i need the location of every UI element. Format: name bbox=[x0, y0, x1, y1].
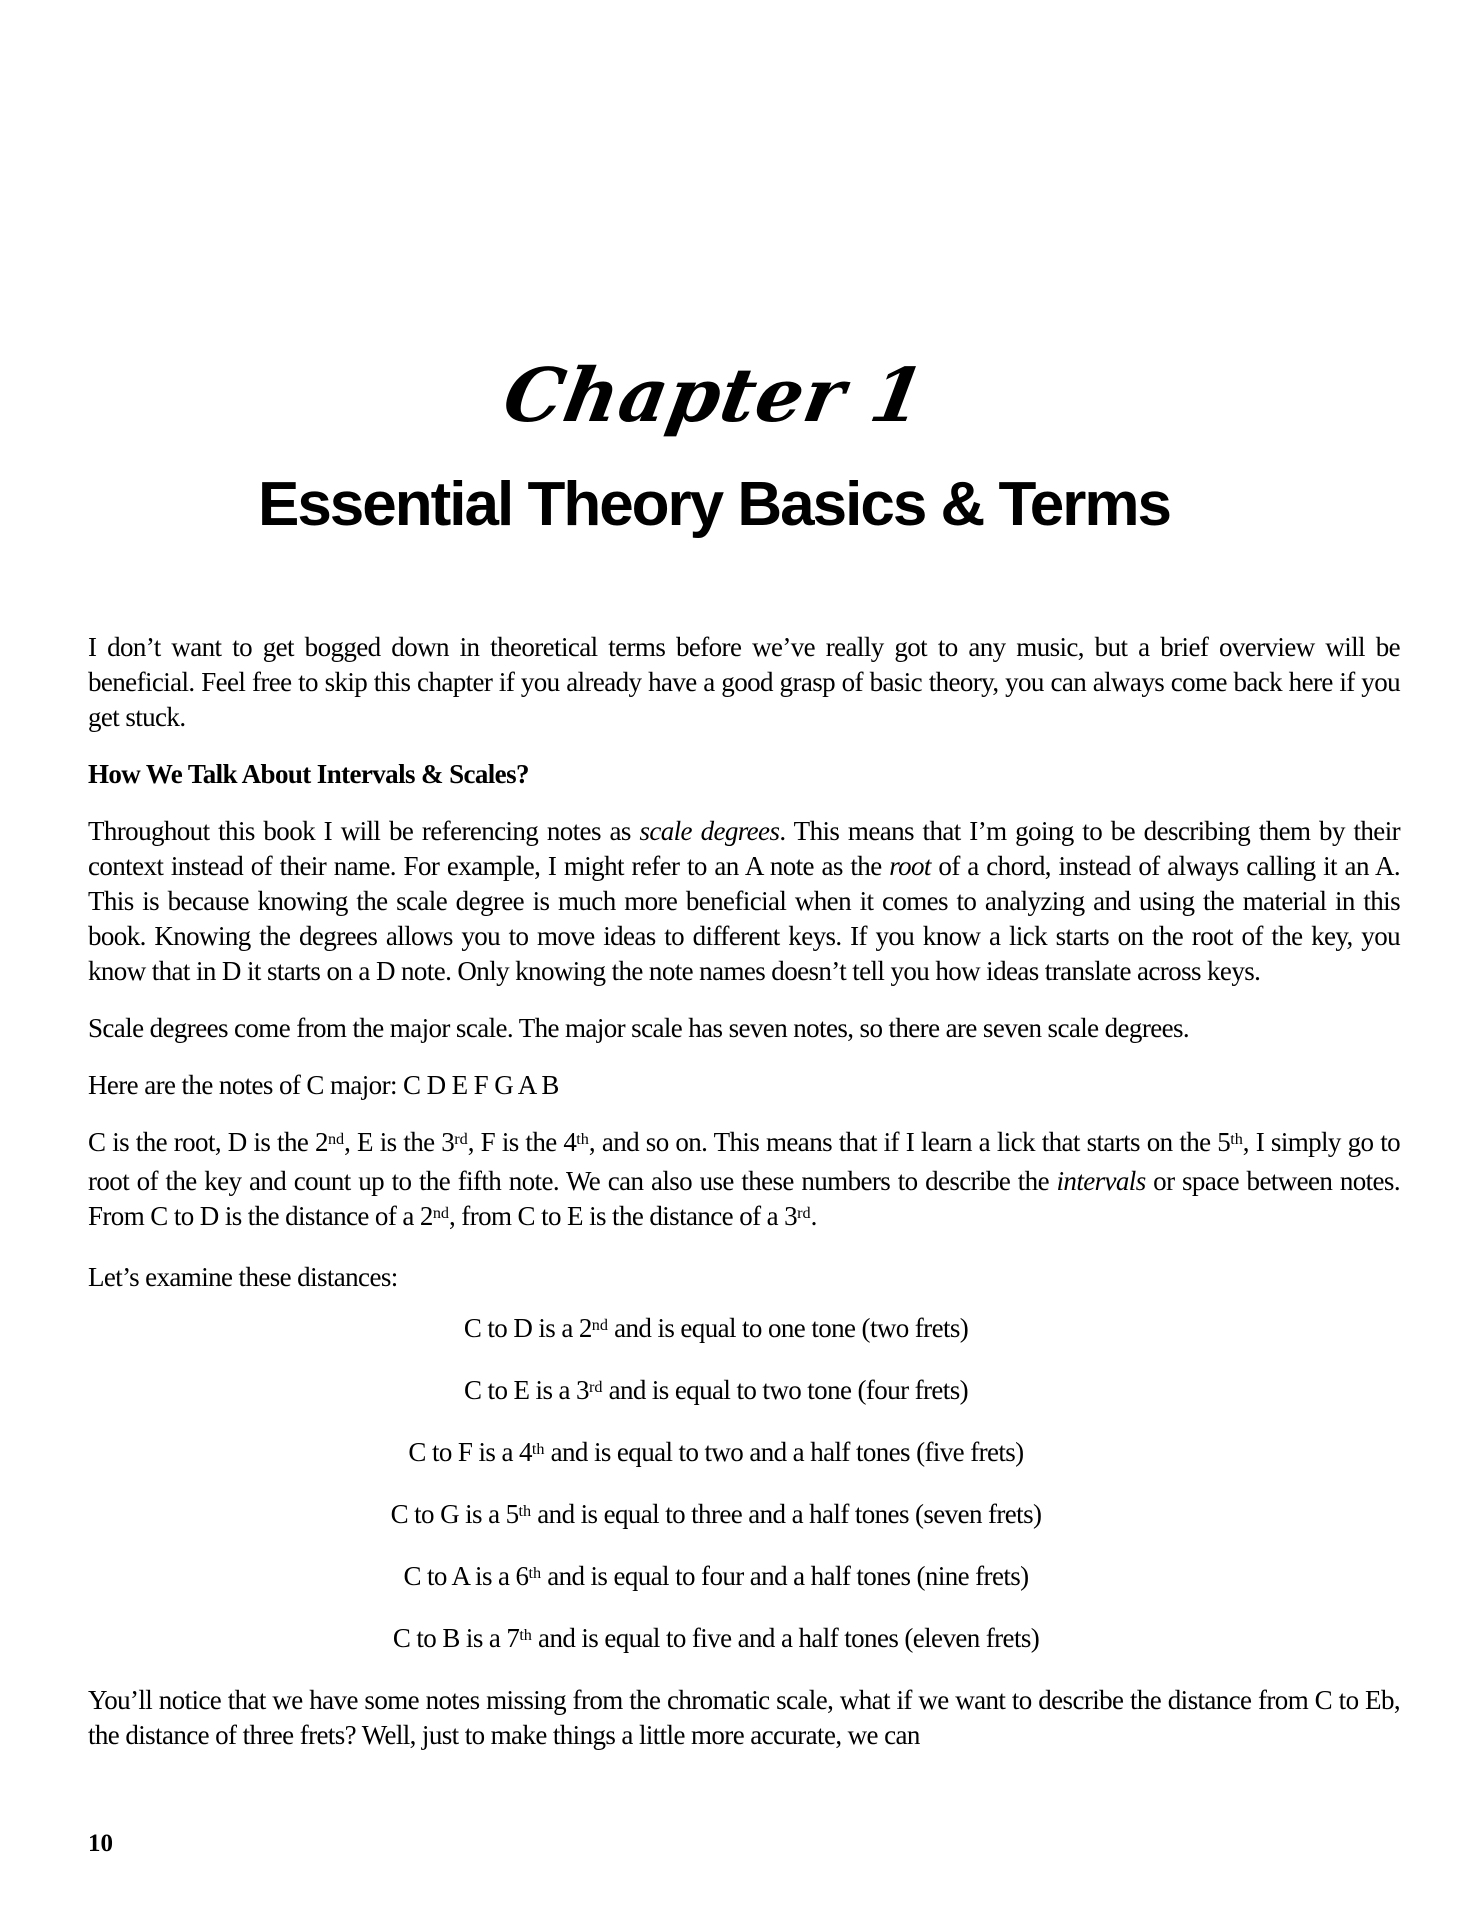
interval-line-2nd: C to D is a 2nd and is equal to one tone (two frets) bbox=[463, 1313, 969, 1343]
page-number: 10 bbox=[88, 1830, 113, 1857]
interval-line-4th: C to F is a 4th and is equal to two and a half tones (five frets) bbox=[408, 1437, 1024, 1467]
interval-line-3rd: C to E is a 3rd and is equal to two tone (four frets) bbox=[463, 1375, 969, 1405]
c-major-notes-line: Here are the notes of C major: C D E F G A B bbox=[88, 1070, 559, 1100]
body-text-column bbox=[88, 630, 1400, 1753]
chapter-title: Essential Theory Basics & Terms bbox=[257, 470, 1171, 539]
interval-line-5th: C to G is a 5th and is equal to three and a half tones (seven frets) bbox=[390, 1499, 1042, 1529]
distances-intro-line: Let’s examine these distances: bbox=[88, 1262, 398, 1292]
section-heading: How We Talk About Intervals & Scales? bbox=[88, 759, 529, 789]
interval-line-6th: C to A is a 6th and is equal to four and a half tones (nine frets) bbox=[403, 1561, 1029, 1591]
intro-paragraph: I don’t want to get bogged down in theoretical terms before we’ve really got to any music, but a brief overview will be beneficial. Feel free to skip this chapter if you already have a good grasp of basic theory, you can always come back here if you get stuck. bbox=[88, 632, 1400, 732]
interval-line-7th: C to B is a 7th and is equal to five and a half tones (eleven frets) bbox=[392, 1623, 1040, 1653]
scale-degrees-paragraph: Throughout this book I will be referencing notes as scale degrees. This means that I’m going to be describing them by their context instead of their name. For example, I might refer to an A note as the root of a chord, instead of always calling it an A. This is because knowing the scale degree is much more beneficial when it comes to analyzing and using the material in this book. Knowing the degrees allows you to move ideas to different keys. If you know a lick starts on the root of the key, you know that in D it starts on a D note. Only knowing the note names doesn’t tell you how ideas translate across keys. bbox=[88, 816, 1401, 986]
chapter-number-script-text: Chapter 1 bbox=[497, 353, 932, 439]
chapter-number-heading bbox=[0, 350, 1428, 443]
closing-paragraph: You’ll notice that we have some notes missing from the chromatic scale, what if we want to describe the distance from C to Eb, the distance of three frets? Well, just to make things a little more accurate, we can bbox=[88, 1685, 1400, 1750]
major-scale-line: Scale degrees come from the major scale. The major scale has seven notes, so there are seven scale degrees. bbox=[88, 1013, 1190, 1043]
root-and-intervals-paragraph: C is the root, D is the 2nd, E is the 3rd, F is the 4th, and so on. This means that if I learn a lick that starts on the 5th, I simply go to root of the key and count up to the fifth note. We can also use these numbers to describe the intervals or space between notes. From C to D is the distance of a 2nd, from C to E is the distance of a 3rd. bbox=[88, 1127, 1400, 1231]
